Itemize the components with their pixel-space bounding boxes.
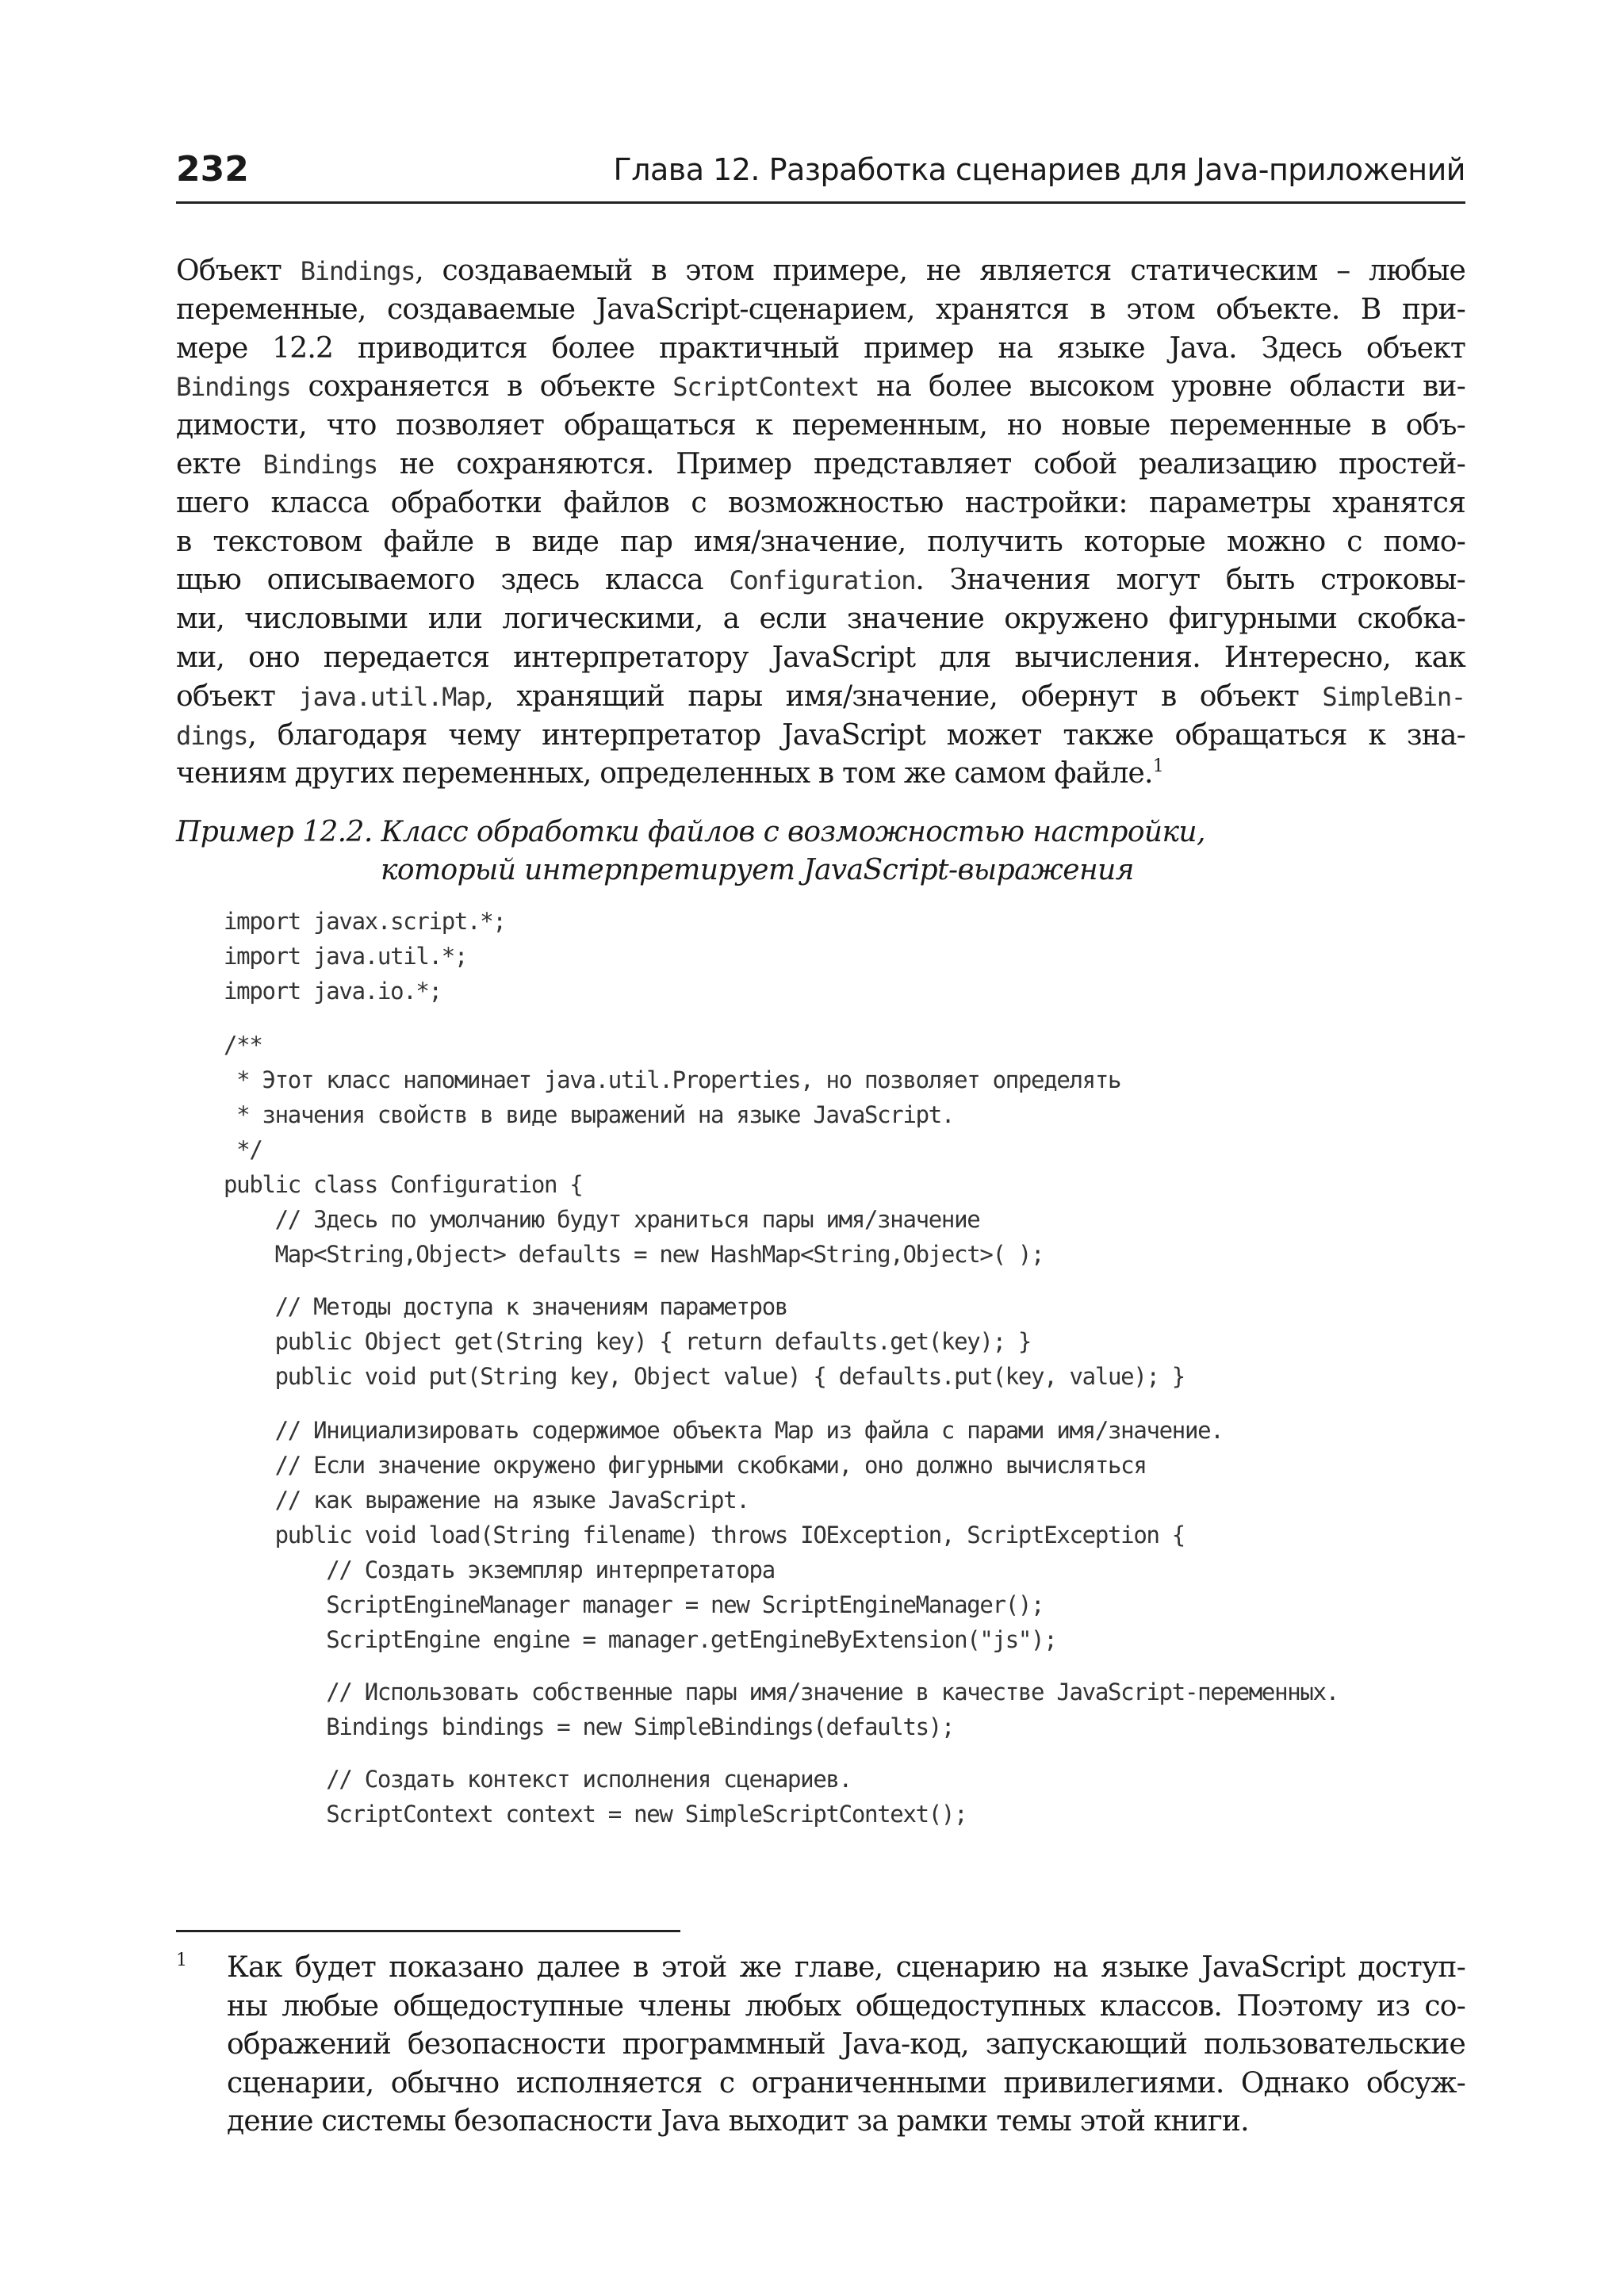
body-paragraph (176, 252, 1465, 794)
body-text-run: щью описываемого здесь класса (176, 564, 730, 597)
body-line (176, 330, 1465, 369)
code-line: // Здесь по умолчанию будут храниться пары имя/значение (224, 1206, 980, 1233)
code-line: public class Configuration { (224, 1171, 583, 1198)
inline-code: java.util.Map (298, 681, 485, 712)
inline-code: SimpleBin- (1322, 681, 1465, 712)
example-caption (176, 813, 1465, 890)
body-text-run: димости, что позволяет обращаться к переменным, но новые переменные в объ- (176, 409, 1465, 442)
code-line: // Методы доступа к значениям параметров (224, 1293, 788, 1320)
code-line: * Этот класс напоминает java.util.Properties, но позволяет определять (224, 1066, 1121, 1093)
caption-line-2: который интерпретирует JavaScript-выражения (381, 854, 1134, 886)
running-title: Глава 12. Разработка сценариев для Java-приложений (613, 152, 1465, 187)
code-line: ScriptEngine engine = manager.getEngineByExtension("js"); (224, 1626, 1057, 1653)
body-line (176, 484, 1465, 523)
body-line (176, 407, 1465, 446)
body-text-run: в текстовом файле в виде пар имя/значение, получить которые можно с помо- (176, 525, 1465, 558)
body-text-run: , хранящий пары имя/значение, обернут в объект (485, 679, 1323, 713)
footnote-rule (176, 1930, 680, 1932)
code-line: public Object get(String key) { return defaults.get(key); } (224, 1328, 1032, 1355)
code-line: // Если значение окружено фигурными скобками, оно должно вычисляться (224, 1452, 1147, 1479)
code-line: public void put(String key, Object value) { defaults.put(key, value); } (224, 1363, 1185, 1390)
footnote-line: дение системы безопасности Java выходит за рамки темы этой книги. (227, 2105, 1249, 2138)
code-line: // Создать контекст исполнения сценариев. (224, 1766, 852, 1793)
code-line: */ (224, 1136, 262, 1163)
page-header (176, 146, 1465, 204)
code-line: // Использовать собственные пары имя/значение в качестве JavaScript-переменных. (224, 1679, 1339, 1705)
body-line (176, 291, 1465, 330)
body-text-run: переменные, создаваемые JavaScript-сценарием, хранятся в этом объекте. В при- (176, 293, 1465, 326)
code-line: // Создать экземпляр интерпретатора (224, 1556, 775, 1583)
inline-code: Bindings (262, 449, 378, 480)
footnote-line: Как будет показано далее в этой же главе, сценарию на языке JavaScript доступ- (227, 1951, 1465, 1984)
inline-code: dings (176, 720, 248, 751)
body-text-run: , создаваемый в этом примере, не является статическим – любые (415, 255, 1465, 287)
body-text-run: шего класса обработки файлов с возможностью настройки: параметры хранятся (176, 486, 1465, 519)
caption-line-1: Пример 12.2. Класс обработки файлов с возможностью настройки, (176, 816, 1205, 848)
code-line: * значения свойств в виде выражений на языке JavaScript. (224, 1101, 955, 1128)
footnote-line: сценарии, обычно исполняется с ограниченными привилегиями. Однако обсуж- (227, 2066, 1465, 2100)
footnote-reference: 1 (1152, 756, 1163, 777)
body-line (176, 561, 1465, 600)
body-text-run: объект (176, 679, 299, 713)
code-line: public void load(String filename) throws IOException, ScriptException { (224, 1522, 1185, 1548)
body-text-run: мере 12.2 приводится более практичный пример на языке Java. Здесь объект (176, 331, 1465, 365)
code-line: // как выражение на языке JavaScript. (224, 1487, 749, 1514)
inline-code: ScriptContext (672, 372, 860, 403)
code-line: import java.util.*; (224, 943, 468, 970)
body-text-run: , благодаря чему интерпретатор JavaScript может также обращаться к зна- (247, 718, 1465, 752)
body-text-run: ми, оно передается интерпретатору JavaScript для вычисления. Интересно, как (176, 641, 1465, 674)
body-line (176, 523, 1465, 562)
code-line: Bindings bindings = new SimpleBindings(defaults); (224, 1713, 955, 1740)
inline-code: Configuration (729, 565, 916, 596)
body-line (176, 368, 1465, 407)
body-text-run: ми, числовыми или логическими, а если значение окружено фигурными скобка- (176, 603, 1465, 636)
code-line: // Инициализировать содержимое объекта Map из файла с парами имя/значение. (224, 1417, 1224, 1444)
code-line: ScriptContext context = new SimpleScriptContext(); (224, 1801, 967, 1828)
body-line (176, 600, 1465, 639)
footnote-marker: 1 (176, 1950, 187, 1970)
footnote-line: ображений безопасности программный Java-код, запускающий пользовательские (227, 2028, 1465, 2061)
body-text-run: . Значения могут быть строковы- (915, 564, 1465, 597)
body-line (176, 755, 1465, 794)
body-line (176, 639, 1465, 678)
inline-code: Bindings (300, 256, 416, 286)
inline-code: Bindings (176, 372, 291, 403)
code-line: import java.io.*; (224, 978, 442, 1005)
body-line (176, 678, 1465, 717)
body-text-run: на более высоком уровне области ви- (859, 370, 1465, 404)
code-line: import javax.script.*; (224, 908, 506, 935)
body-line (176, 446, 1465, 484)
footnote-line: ны любые общедоступные члены любых общедоступных классов. Поэтому из со- (227, 1989, 1465, 2023)
body-text-run: Объект (176, 255, 301, 287)
body-line (176, 717, 1465, 756)
body-line (176, 252, 1465, 291)
body-text-run: екте (176, 447, 263, 480)
body-text-run: сохраняется в объекте (290, 370, 673, 404)
page-number: 232 (176, 149, 249, 189)
code-line: ScriptEngineManager manager = new ScriptEngineManager(); (224, 1591, 1044, 1618)
body-text-run: чениям других переменных, определенных в том же самом файле. (176, 757, 1153, 790)
body-text-run: не сохраняются. Пример представляет собой реализацию простей- (377, 447, 1465, 480)
code-line: /** (224, 1032, 262, 1058)
footnote-text (227, 1949, 1465, 2142)
code-line: Map<String,Object> defaults = new HashMap<String,Object>( ); (224, 1241, 1044, 1268)
